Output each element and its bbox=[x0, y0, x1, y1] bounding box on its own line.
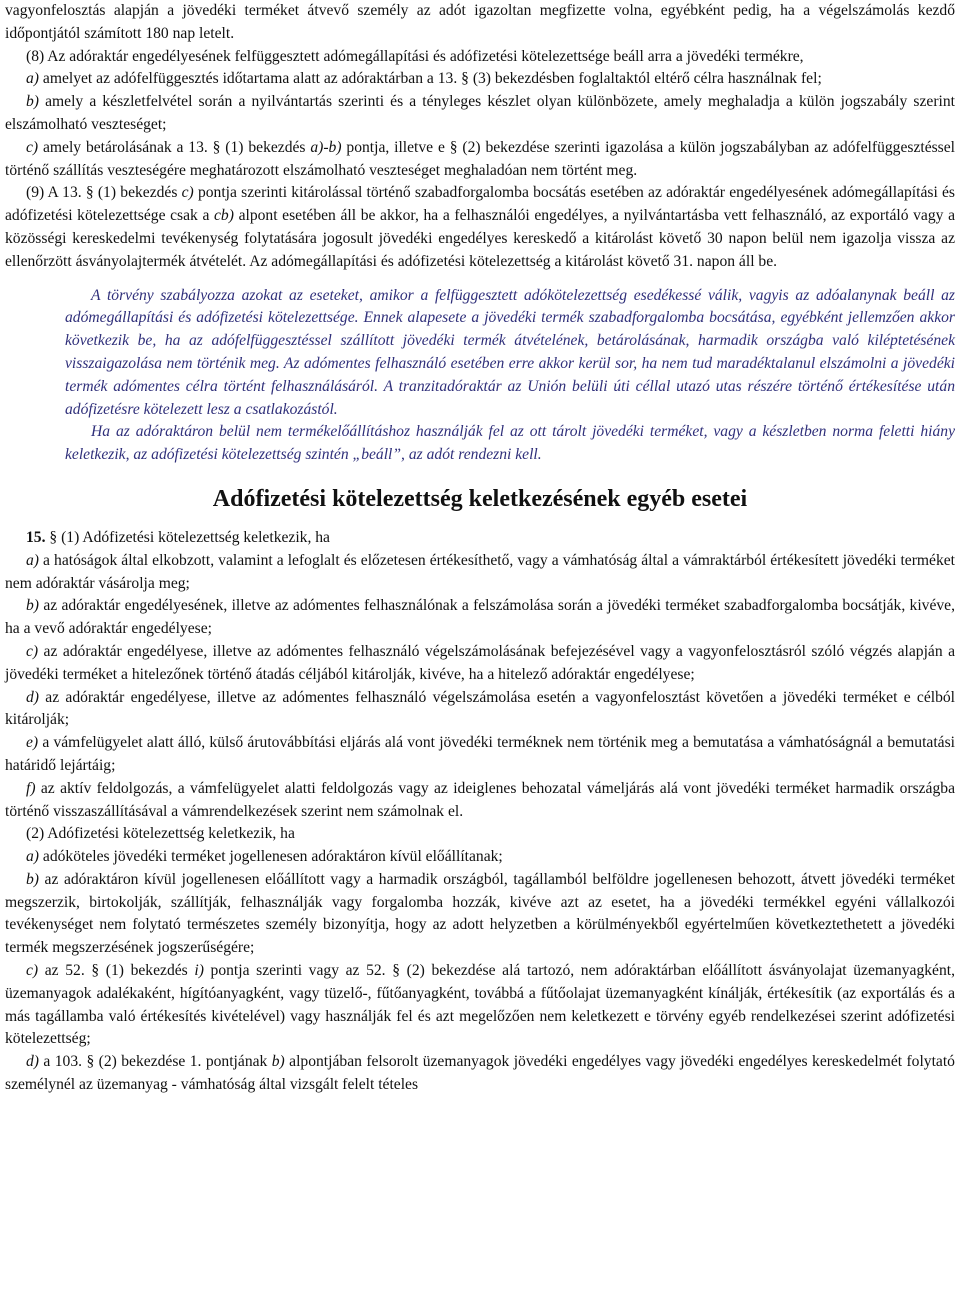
paragraph: a) amelyet az adófelfüggesztés időtartama alatt az adóraktárban a 13. § (3) bekezdésben foglaltaktól eltérő célra használnak fel; bbox=[26, 70, 822, 88]
paragraph: Ha az adóraktáron belül nem termékelőállításhoz használják fel az ott tárolt jövedéki terméket, vagy a készletben norma feletti hiány keletkezik, az adófizetési kötelezettség szintén „beáll”, az adót rendezni kell. bbox=[65, 423, 955, 464]
paragraph: (9) A 13. § (1) bekezdés c) pontja szerinti kitárolással történő szabadforgalomba bocsátás esetében az adóraktár engedélyesének adómegállapítási és adófizetési kötelezettsége csak a cb) alpont esetében áll be akkor, ha a felhasználói engedélyes, a nyilvántartásba vett felhasználó, az exportáló vagy a közösségi kereskedelmi tevékenység folytatására jogosult jövedéki engedélyes kereskedő a kitárolást követő 30 napon belül nem igazolja vissza az ellenőrzött ásványolajtermék átvételét. Az adómegállapítási és adófizetési kötelezettség a kitárolást követő 31. napon áll be. bbox=[5, 184, 955, 270]
document-page bbox=[5, 0, 955, 1097]
paragraph: c) az adóraktár engedélyese, illetve az adómentes felhasználó végelszámolásának befejezésével vagy a vagyonfelosztásról szóló végzés alapján a jövedéki terméket a hitelezőnek történő átadás céljából kitárolják, kivéve, ha a hitelező adóraktár engedélyese; bbox=[5, 642, 955, 683]
commentary-section bbox=[5, 285, 955, 467]
paragraph: 15. § (1) Adófizetési kötelezettség keletkezik, ha bbox=[26, 528, 330, 546]
paragraph: d) az adóraktár engedélyese, illetve az adómentes felhasználó végelszámolása esetén a vagyonfelosztást követően a jövedéki terméket e célból kitárolják; bbox=[5, 688, 955, 729]
paragraph: (2) Adófizetési kötelezettség keletkezik, ha bbox=[26, 825, 295, 843]
paragraph: vagyonfelosztás alapján a jövedéki terméket átvevő személy az adót igazoltan megfizette volna, egyébként pedig, ha a végelszámolás kezdő időpontjától számított 180 nap letelt. bbox=[5, 2, 955, 42]
paragraph: f) az aktív feldolgozás, a vámfelügyelet alatti feldolgozás vagy az ideiglenes behozatal vámeljárás alá vont jövedéki terméket harmadik országba történő visszaszállításával a vámrendelkezések szerint nem számolnak el. bbox=[5, 779, 955, 820]
paragraph: A törvény szabályozza azokat az eseteket, amikor a felfüggesztett adókötelezettség esedékessé válik, vagyis az adóalanynak beáll az adómegállapítási és adófizetési kötelezettsége. Ennek alapesete a jövedéki termék szabadforgalomba bocsátása, egyébként jellemzően akkor következik be, ha az adófelfüggesztéssel szállított jövedéki termék átvételének, betárolásának, harmadik országba való kiléptetésének visszaigazolása nem történik meg. Az adómentes felhasználó esetében erre akkor kerül sor, ha nem tud maradéktalanul elszámolni a jövedéki termék adómentes célra történt felhasználásáról. A tranzitadóraktár az Unión belüli úti céllal utazó utas részére történő értékesítése után adófizetésre kötelezett lesz a csatlakozástól. bbox=[65, 286, 955, 418]
law-text-section bbox=[5, 0, 955, 274]
paragraph: b) az adóraktáron kívül jogellenesen előállított vagy a harmadik országból, tagállamból belföldre jogellenesen behozott, átvett jövedéki terméket megszerzik, birtokolják, szállítják, felhasználják vagy forgalomba hozzák, kivéve azt az esetet, ha a jövedéki termékkel egyéni vállalkozói tevékenységet nem folytató természetes személy bizonyítja, hogy az adott helyzetben a körülményekből egyértelműen következtethetett a jövedéki termék megszerzésének jogszerűségére; bbox=[5, 870, 955, 957]
paragraph: a) a hatóságok által elkobzott, valamint a lefoglalt és előzetesen értékesíthető, vagy a vámhatóság által a vámraktárból értékesített jövedéki terméket nem adóraktár vásárolja meg; bbox=[5, 551, 955, 592]
paragraph: e) a vámfelügyelet alatt álló, külső árutovábbítási eljárás alá vont jövedéki terméknek nem történik meg a bemutatása a vámhatóságnál a bemutatási határidő lejártáig; bbox=[5, 734, 955, 774]
paragraph: c) az 52. § (1) bekezdés i) pontja szerinti vagy az 52. § (2) bekezdése alá tartozó, nem adóraktárban előállított ásványolajat üzemanyagként, üzemanyagok adalékaként, hígítóanyagként, vagy tüzelő-, fűtőanyagként, továbbá a fűtőolajat üzemanyagként kínálják, értékesítik (az exportálás és a más tagállamba való értékesítés kivételével) vagy használják fel és azt megelőzően nem keletkezett e törvény egyéb rendelkezései szerint adófizetési kötelezettség; bbox=[5, 962, 955, 1048]
paragraph: d) a 103. § (2) bekezdése 1. pontjának b) alpontjában felsorolt üzemanyagok jövedéki engedélyes vagy jövedéki engedélyes kereskedelmét folytató személynél az üzemanyag - vámhatóság által vizsgált felelt tételes bbox=[5, 1053, 955, 1094]
paragraph: b) az adóraktár engedélyesének, illetve az adómentes felhasználónak a felszámolása során a jövedéki terméket szabadforgalomba bocsátják, kivéve, ha a vevő adóraktár engedélyese; bbox=[5, 597, 955, 638]
section-heading: Adófizetési kötelezettség keletkezésének egyéb esetei bbox=[212, 485, 748, 512]
paragraph: a) adóköteles jövedéki terméket jogellenesen adóraktáron kívül előállítanak; bbox=[26, 848, 503, 866]
paragraph: (8) Az adóraktár engedélyesének felfüggesztett adómegállapítási és adófizetési kötelezettsége beáll arra a jövedéki termékre, bbox=[26, 47, 804, 65]
paragraph: c) amely betárolásának a 13. § (1) bekezdés a)-b) pontja, illetve e § (2) bekezdése szerinti igazolása a külön jogszabályban az adófelfüggesztéssel történő szállítás veszteségére meghatározott elszámolható veszteséget meghaladóan nem történt meg. bbox=[5, 138, 956, 179]
paragraph: b) amely a készletfelvétel során a nyilvántartás szerinti és a tényleges készlet olyan különbözete, amely meghaladja a külön jogszabály szerint elszámolható veszteséget; bbox=[5, 93, 955, 133]
law-text-section-15 bbox=[5, 527, 955, 1097]
